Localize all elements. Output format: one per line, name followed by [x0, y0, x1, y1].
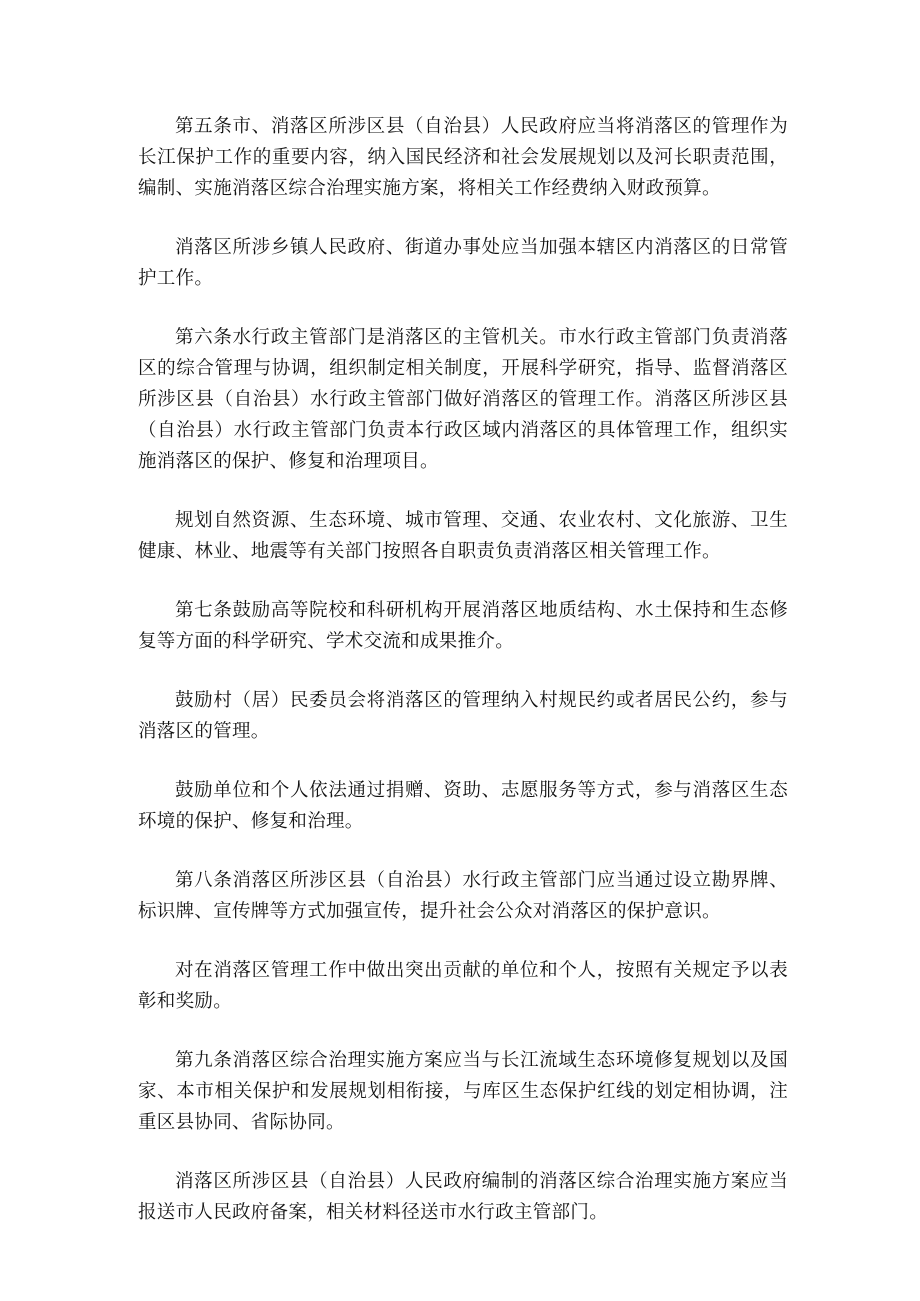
article-7-donation-paragraph: 鼓励单位和个人依法通过捐赠、资助、志愿服务等方式，参与消落区生态环境的保护、修复和治理。: [138, 780, 788, 832]
document-body: [138, 111, 788, 1256]
article-8-paragraph: 第八条消落区所涉区县（自治县）水行政主管部门应当通过设立勘界牌、标识牌、宣传牌等方式加强宣传，提升社会公众对消落区的保护意识。: [138, 870, 788, 922]
article-9-filing-paragraph: 消落区所涉区县（自治县）人民政府编制的消落区综合治理实施方案应当报送市人民政府备案，相关材料径送市水行政主管部门。: [138, 1171, 788, 1223]
article-7-committee-paragraph: 鼓励村（居）民委员会将消落区的管理纳入村规民约或者居民公约，参与消落区的管理。: [138, 690, 788, 742]
article-9-paragraph: 第九条消落区综合治理实施方案应当与长江流域生态环境修复规划以及国家、本市相关保护和发展规划相衔接，与库区生态保护红线的划定相协调，注重区县协同、省际协同。: [138, 1050, 788, 1133]
article-6-paragraph: 第六条水行政主管部门是消落区的主管机关。市水行政主管部门负责消落区的综合管理与协调，组织制定相关制度，开展科学研究，指导、监督消落区所涉区县（自治县）水行政主管部门做好消落区的管理工作。消落区所涉区县（自治县）水行政主管部门负责本行政区域内消落区的具体管理工作，组织实施消落区的保护、修复和治理项目。: [138, 327, 788, 472]
article-7-paragraph: 第七条鼓励高等院校和科研机构开展消落区地质结构、水土保持和生态修复等方面的科学研究、学术交流和成果推介。: [138, 600, 788, 652]
article-8-award-paragraph: 对在消落区管理工作中做出突出贡献的单位和个人，按照有关规定予以表彰和奖励。: [138, 960, 788, 1012]
article-5-paragraph: 第五条市、消落区所涉区县（自治县）人民政府应当将消落区的管理作为长江保护工作的重要内容，纳入国民经济和社会发展规划以及河长职责范围，编制、实施消落区综合治理实施方案，将相关工作经费纳入财政预算。: [138, 116, 788, 199]
article-5-township-paragraph: 消落区所涉乡镇人民政府、街道办事处应当加强本辖区内消落区的日常管护工作。: [138, 237, 788, 289]
article-6-departments-paragraph: 规划自然资源、生态环境、城市管理、交通、农业农村、文化旅游、卫生健康、林业、地震等有关部门按照各自职责负责消落区相关管理工作。: [138, 510, 788, 562]
